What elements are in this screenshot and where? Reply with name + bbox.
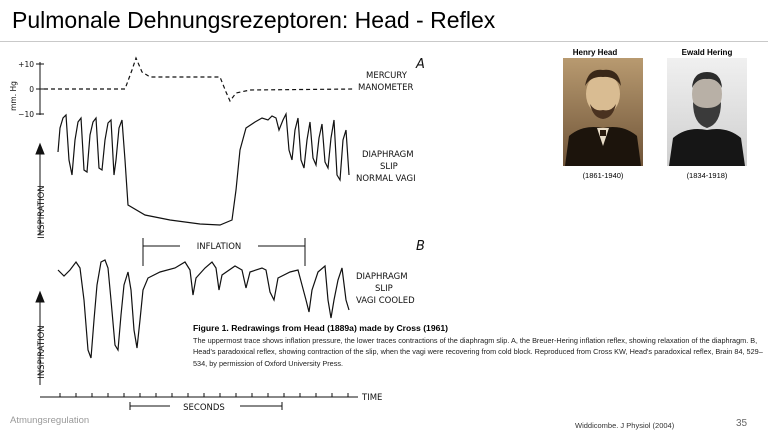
henry-head-portrait (563, 58, 643, 166)
diaphragm-b-label-line3: VAGI COOLED (356, 296, 415, 306)
portrait-dates-head: (1861-1940) (582, 171, 624, 180)
inspiration-label-a: INSPIRATION (37, 185, 47, 239)
ewald-hering-portrait (667, 58, 747, 166)
portrait-dates-hering: (1834-1918) (686, 171, 728, 180)
footer-reference: Widdicombe. J Physiol (2004) (575, 421, 675, 430)
slide-title: Pulmonale Dehnungsrezeptoren: Head - Reflex (12, 7, 496, 33)
diaphragm-b-label-line1: DIAPHRAGM (356, 272, 408, 282)
caption-title: Figure 1. Redrawings from Head (1889a) made by Cross (1961) (193, 323, 449, 333)
portrait-name-head: Henry Head (572, 48, 618, 57)
diaphragm-a-label-line3: NORMAL VAGI (356, 174, 416, 184)
mercury-label-line1: MERCURY (366, 71, 407, 81)
manometer-axis (36, 62, 44, 115)
y-tick-bottom: −10 (18, 110, 34, 119)
seconds-label: SECONDS (183, 403, 225, 413)
title-divider (0, 41, 768, 42)
time-label: TIME (362, 393, 383, 403)
caption-body: The uppermost trace shows inflation pressure, the lower traces contractions of the diaphragm slip. A, the Breuer-Hering inflation reflex, showing relaxation of the diaphragm. B, Head's paradoxical reflex, showing contraction of the slip, when the vagi were recovering from cold block. Reproduced from Cross KW, Head's paradoxical reflex, Brain 84, 529–534, by permission of Oxford University Press. (193, 336, 763, 368)
diaphragm-b-label-line2: SLIP (375, 284, 393, 294)
panel-b-label: B (416, 239, 425, 254)
panel-a-label: A (416, 57, 425, 72)
y-tick-zero: 0 (29, 85, 34, 94)
mercury-label-line2: MANOMETER (358, 83, 414, 93)
footer-section-label: Atmungsregulation (10, 415, 90, 426)
page-number: 35 (736, 418, 748, 429)
y-tick-top: +10 (18, 60, 34, 69)
diaphragm-a-label-line2: SLIP (380, 162, 398, 172)
y-unit-label: mm. Hg (9, 81, 18, 111)
inspiration-label-b: INSPIRATION (37, 325, 47, 379)
inflation-label: INFLATION (196, 242, 242, 252)
figure-caption (193, 323, 763, 369)
diaphragm-a-label-line1: DIAPHRAGM (362, 150, 414, 160)
diaphragm-trace-a (58, 114, 349, 225)
portrait-name-hering: Ewald Hering (681, 48, 733, 57)
mercury-trace (44, 58, 355, 101)
